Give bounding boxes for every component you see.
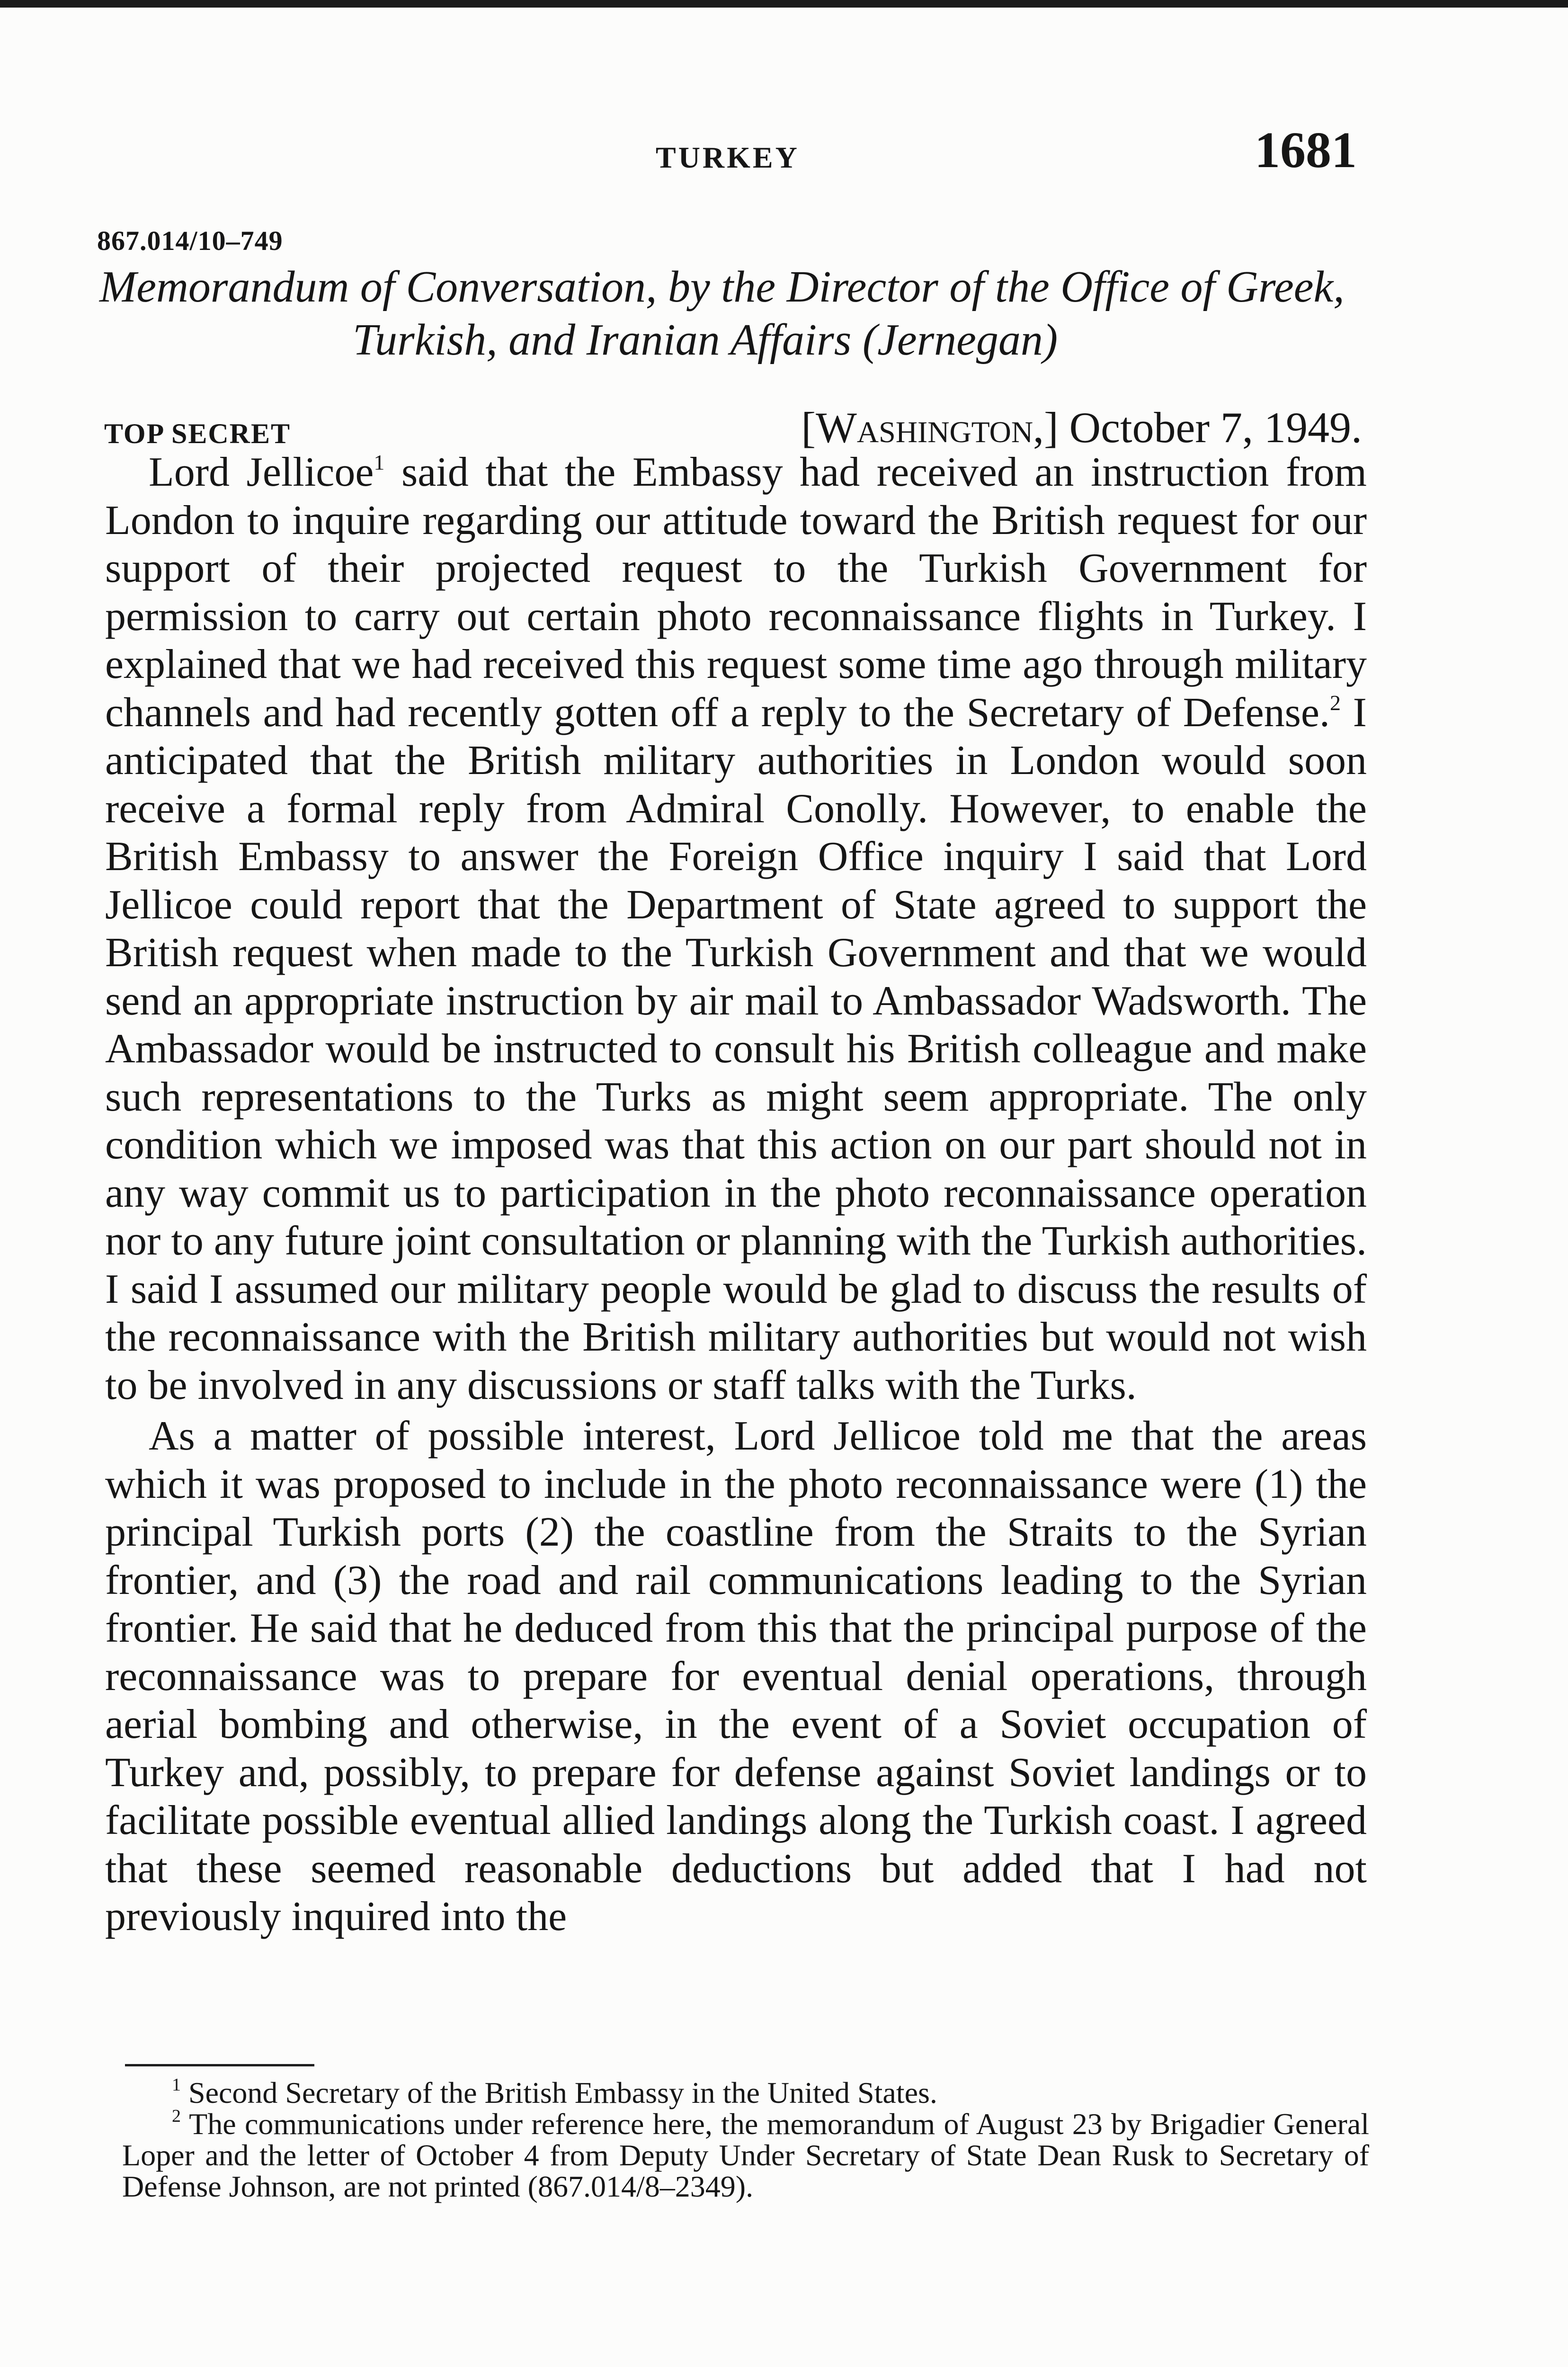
footnotes — [122, 2077, 1369, 2202]
title-line-2: Turkish, and Iranian Affairs (Jernegan) — [353, 315, 1058, 365]
paragraph-1-start: Lord Jellicoe — [149, 449, 374, 495]
footnote-ref-1: 1 — [374, 450, 385, 474]
footnote-2 — [122, 2106, 1369, 2203]
memorandum-body — [105, 448, 1367, 1941]
top-border — [0, 0, 1568, 8]
paragraph-2: As a matter of possible interest, Lord Jellicoe told me that the areas which it was proposed to include in the photo reconnaissance were (1) the principal Turkish ports (2) the coastline from the Straits to the Syrian frontier, and (3) the road and rail communications leading to the Syrian frontier. He said that he deduced from this that the principal purpose of the reconnaissance was to prepare for eventual denial operations, through aerial bombing and otherwise, in the event of a Soviet occupation of Turkey and, possibly, to prepare for defense against Soviet landings or to facilitate possible eventual allied landings along the Turkish coast. I agreed that these seemed reasonable deductions but added that I had not previously inquired into the — [105, 1413, 1367, 1940]
dateline-place: Washington — [816, 403, 1033, 452]
paragraph-1-middle: said that the Embassy had received an instruction from London to inquire regarding our attitude toward the British request for our support of their projected request to the Turkish Government for permission to carry out certain photo reconnaissance flights in Turkey. I explained that we had received this request some time ago through military channels and had recently gotten off a reply to the Secretary of Defense. — [105, 449, 1367, 736]
footnote-2-mark: 2 — [172, 2106, 181, 2126]
footnote-1 — [122, 2077, 1369, 2109]
document-title — [99, 260, 1373, 366]
classification-label: TOP SECRET — [104, 418, 291, 449]
dateline-date: ,] October 7, 1949. — [1033, 403, 1362, 452]
dateline — [801, 402, 1362, 453]
footnote-1-mark: 1 — [172, 2075, 181, 2095]
footnote-2-text: The communications under reference here, the memorandum of August 23 by Brigadier General Loper and the letter of October 4 from Deputy Under Secretary of State Dean Rusk to Secretary of Defense Johnson, are not printed (867.014/8–2349). — [122, 2107, 1369, 2203]
page-number: 1681 — [1255, 122, 1357, 178]
footnote-divider — [125, 2064, 314, 2066]
paragraph-1-end: I anticipated that the British military authorities in London would soon receive a formal reply from Admiral Conolly. However, to enable the British Embassy to answer the Foreign Office inquiry I said that Lord Jellicoe could report that the Department of State agreed to support the British request when made to the Turkish Government and that we would send an appropriate instruction by air mail to Ambassador Wadsworth. The Ambassador would be instructed to consult his British colleague and make such representations to the Turks as might seem appropriate. The only condition which we imposed was that this action on our part should not in any way commit us to participation in the photo reconnaissance operation nor to any future joint consultation or planning with the Turkish authorities. I said I assumed our military people would be glad to discuss the results of the reconnaissance with the British military authorities but would not wish to be involved in any discussions or staff talks with the Turks. — [105, 689, 1367, 1408]
paragraph-1 — [105, 448, 1367, 1409]
title-line-1: Memorandum of Conversation, by the Director of the Office of Greek, — [99, 262, 1345, 311]
footnote-ref-2: 2 — [1329, 690, 1341, 715]
footnote-1-text: Second Secretary of the British Embassy in the United States. — [181, 2076, 937, 2109]
dateline-open: [ — [801, 403, 816, 452]
file-number: 867.014/10–749 — [97, 225, 283, 256]
running-title: TURKEY — [656, 141, 800, 174]
